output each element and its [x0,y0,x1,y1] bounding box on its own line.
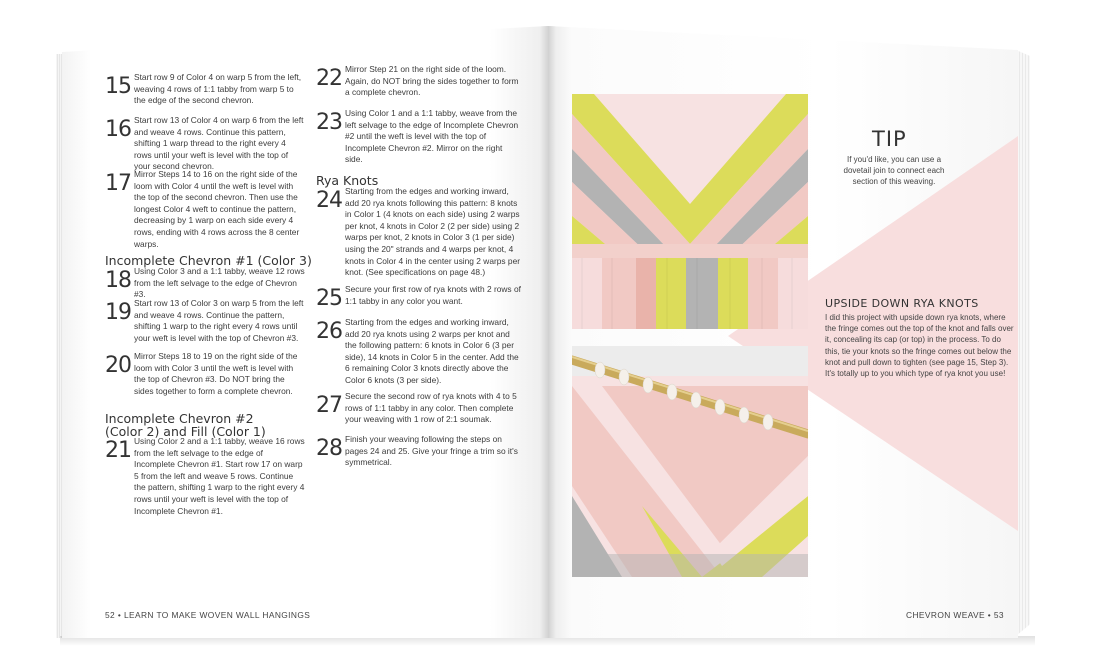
step-23 [316,108,521,166]
tip-title: TIP [872,127,907,151]
page-number: 53 [993,610,1004,620]
right-page-edges [1016,50,1030,636]
step-number: 15 [105,74,131,99]
heading-line: Incomplete Chevron #2 [105,411,254,426]
step-20 [105,351,305,397]
step-text: Starting from the edges and working inward, add 20 rya knots using 2 warps per knot and the following pattern: 6 knots in Color 6 (3 per side), 14 knots in Color 5 in the center. Add the 6 remaining Color 3 knots directly above the Color 6 knots (3 per side). [345,317,519,385]
step-text: Secure your first row of rya knots with 2 rows of 1:1 tabby in any color you want. [345,284,521,306]
fringe [572,258,808,329]
heading-line: (Color 2) and Fill (Color 1) [105,424,266,439]
step-text: Using Color 3 and a 1:1 tabby, weave 12 rows from the left selvage to the edge of Chevron #3. [134,266,305,300]
step-number: 21 [105,438,131,463]
step-number: 20 [105,353,131,378]
step-number: 25 [316,286,342,311]
step-number: 28 [316,436,342,461]
step-number: 16 [105,117,131,142]
book-title: LEARN TO MAKE WOVEN WALL HANGINGS [123,610,311,620]
tip-text: If you'd like, you can use a dovetail join to connect each section of this weaving. [843,155,945,186]
step-text: Using Color 1 and a 1:1 tabby, weave from the left selvage to the edge of Incomplete Chevron #2 until the weft is level with the top of Incomplete Chevron #2. Mirror on the right side. [345,108,519,165]
step-number: 17 [105,171,131,196]
photo-weaving-fringe [572,94,808,329]
book-spine [540,26,556,638]
left-page-footer [105,610,310,620]
step-22 [316,64,521,99]
step-18 [105,266,305,301]
step-number: 18 [105,268,131,293]
step-number: 24 [316,188,342,213]
step-16 [105,115,305,173]
step-text: Finish your weaving following the steps on pages 24 and 25. Give your fringe a trim so it's symmetrical. [345,434,518,468]
step-28 [316,434,521,469]
step-number: 23 [316,110,342,135]
step-25 [316,284,521,310]
step-21 [105,436,305,517]
step-text: Secure the second row of rya knots with 4 to 5 rows of 1:1 tabby in any color. Then complete your weaving with 1 row of 2:1 soumak. [345,391,517,425]
step-17 [105,169,305,250]
step-text: Start row 13 of Color 3 on warp 5 from the left and weave 4 rows. Continue the pattern, shifting 1 warp to the right every 4 rows until your weft is level with the top of Chevron #3. [134,298,304,343]
step-text: Start row 9 of Color 4 on warp 5 from the left, weaving 4 rows of 1:1 tabby from warp 5 to the edge of the second chevron. [134,72,302,106]
step-26 [316,317,521,387]
photo-weaving-dowel [572,346,808,577]
step-text: Start row 13 of Color 4 on warp 6 from the left and weave 4 rows. Continue this pattern, shifting 1 warp thread to the right every 4 rows until your weft is level with the top of your second chevron. [134,115,304,172]
step-15 [105,72,305,107]
step-number: 19 [105,300,131,325]
sidebar-text: I did this project with upside down rya knots, where the fringe comes out the top of the knot and falls over it, concealing its cap (or top) in the process. To do this, tie your knots so the fringe comes out below the knot and pull down to tighten (see page 15, Step 3). It's totally up to you which type of rya knot you use! [825,313,1014,379]
footer-bullet: • [117,610,122,620]
sidebar-title: UPSIDE DOWN RYA KNOTS [825,297,979,310]
step-number: 22 [316,66,342,91]
step-text: Using Color 2 and a 1:1 tabby, weave 16 rows from the left selvage to the edge of Incomplete Chevron #1. Start row 17 on warp 5 from the left and weave 5 rows. Continue the pattern, shifting 1 warp to the right every 4 rows until your weft is level with the top of Incomplete Chevron #1. [134,436,305,516]
footer-bullet: • [987,610,992,620]
step-19 [105,298,305,344]
heading-incomplete-chevron-2 [105,412,315,438]
step-text: Mirror Steps 18 to 19 on the right side of the loom with Color 3 until the weft is level with the top of Chevron #3. Do NOT bring the sides together to form a complete chevron. [134,351,298,396]
step-text: Starting from the edges and working inward, add 20 rya knots following this pattern: 8 knots in Color 1 (4 knots on each side) using 2 warps per knot, 4 knots in Color 2 (2 per side) using 2 warps per knot, 2 knots in Color 3 (1 per side) using the 20" strands and 4 warps per knot, 4 knots in Color 4 in the center using 2 warps per knot. (See specifications on page 48.) [345,186,521,278]
step-24 [316,186,521,279]
heading-rya-knots: Rya Knots [316,173,379,188]
heading-incomplete-chevron-1: Incomplete Chevron #1 (Color 3) [105,253,312,268]
chapter-title: CHEVRON WEAVE [906,610,986,620]
step-number: 26 [316,319,342,344]
page-number: 52 [105,610,116,620]
step-text: Mirror Steps 14 to 16 on the right side of the loom with Color 4 until the weft is level with the top of the second chevron. Then use the longest Color 4 weft to continue the pattern, decreasing by 1 warp on each side every 4 rows, ending with 4 rows across the 8 center warps. [134,169,300,249]
step-text: Mirror Step 21 on the right side of the loom. Again, do NOT bring the sides together to form a complete chevron. [345,64,519,98]
step-number: 27 [316,393,342,418]
step-27 [316,391,521,426]
right-page-footer [906,610,1004,620]
